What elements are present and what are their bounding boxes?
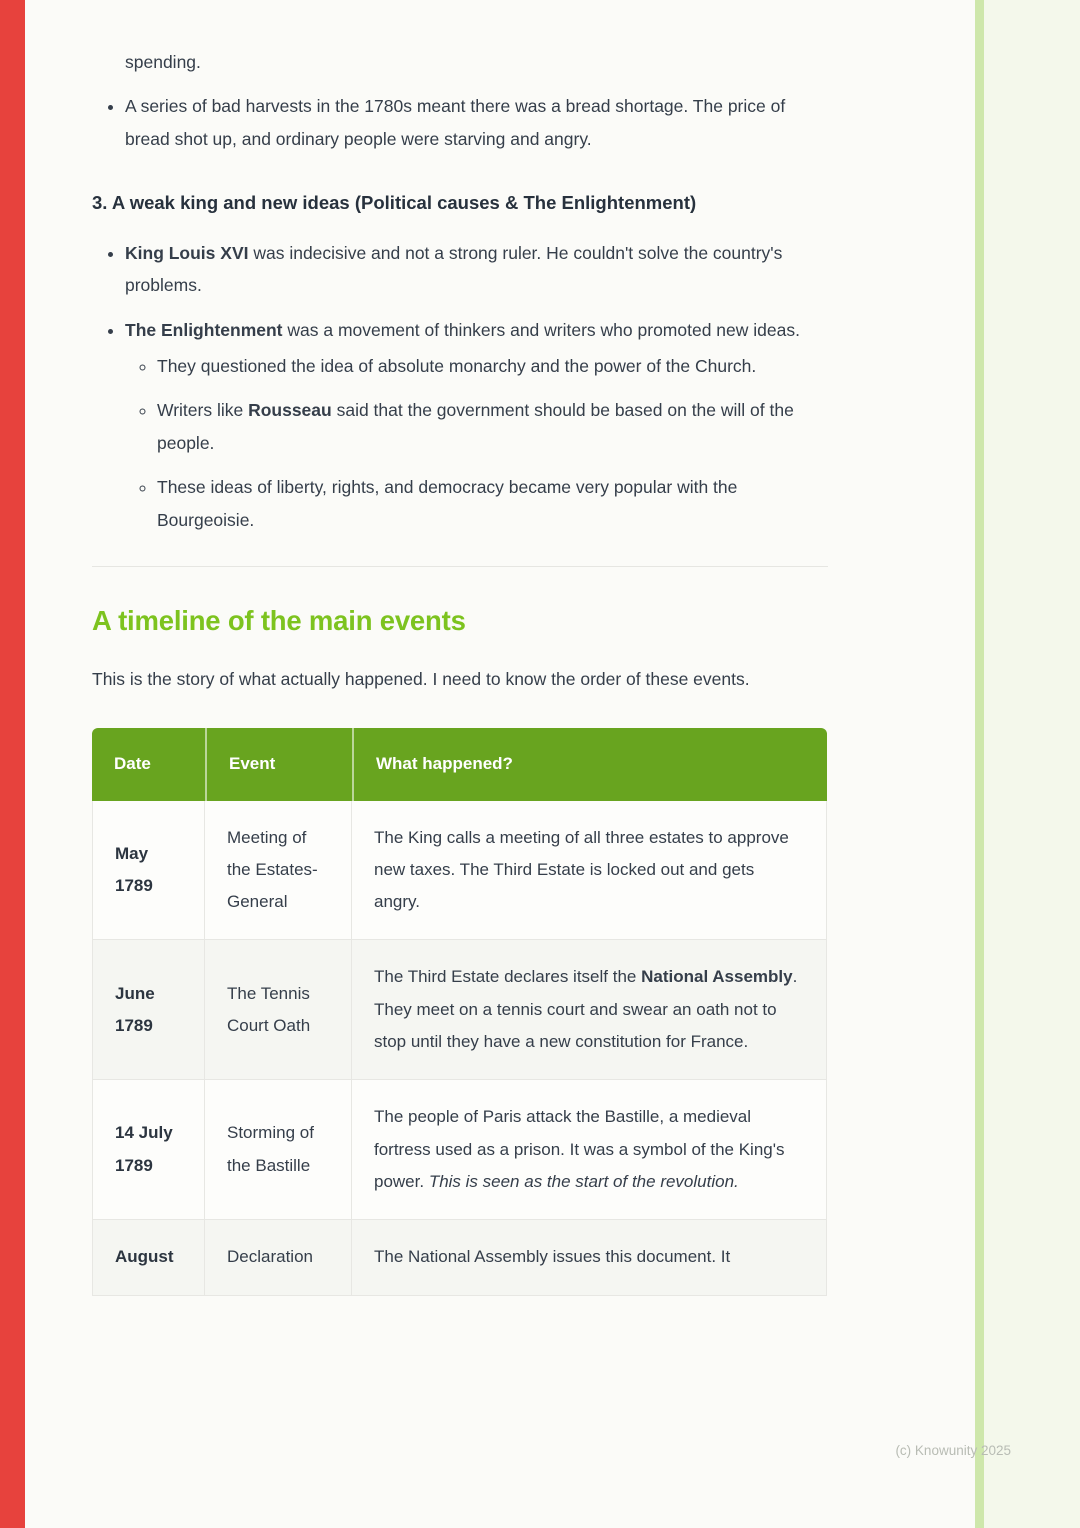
cell-event: Declaration — [205, 1220, 352, 1295]
bold-king-louis: King Louis XVI — [125, 242, 249, 263]
cell-text-post: . They meet on a tennis court and swear an oath not to stop until they have a new constitution for France. — [374, 967, 798, 1052]
cell-text: The National Assembly issues this document. It — [374, 1247, 731, 1267]
sub-bullet-text: Writers like — [157, 400, 249, 421]
cell-date: 14 July 1789 — [92, 1080, 205, 1220]
cell-event: Meeting of the Estates-General — [205, 801, 352, 941]
sub-bullet-item-liberty — [157, 471, 828, 536]
left-red-accent-stripe — [0, 0, 25, 1528]
copyright-watermark: (c) Knowunity 2025 — [895, 1443, 1011, 1458]
cell-what-happened — [352, 801, 827, 941]
cell-text: The people of Paris attack the Bastille, a medieval fortress used as a prison. It was a symbol of the King's power. — [374, 1107, 785, 1191]
cell-date: August — [92, 1220, 205, 1295]
cell-what-happened — [352, 1080, 827, 1220]
table-row-may-1789 — [92, 801, 827, 941]
bold-rousseau: Rousseau — [248, 400, 332, 421]
bullet-item-enlightenment — [125, 314, 828, 536]
column-header-event: Event — [205, 728, 352, 800]
bullet-text: was indecisive and not a strong ruler. He couldn't solve the country's problems. — [125, 242, 783, 296]
timeline-intro-paragraph: This is the story of what actually happened. I need to know the order of these events. — [92, 668, 750, 689]
italic-start-of-revolution: This is seen as the start of the revolution. — [428, 1171, 739, 1191]
sub-bullet-item-monarchy — [157, 350, 828, 382]
table-row-june-1789 — [92, 940, 827, 1080]
bullet-item-harvests — [125, 90, 828, 155]
paragraph-continuation: spending. — [125, 52, 201, 72]
sub-bullet-item-rousseau — [157, 394, 828, 459]
column-header-what-happened: What happened? — [352, 728, 827, 800]
bullet-text: A series of bad harvests in the 1780s meant there was a bread shortage. The price of bread shot up, and ordinary people were starving and angry. — [125, 96, 786, 149]
cell-date: May 1789 — [92, 801, 205, 941]
cell-date: June 1789 — [92, 940, 205, 1080]
timeline-table — [92, 728, 827, 1295]
column-header-date: Date — [92, 728, 205, 800]
bullet-item-king-louis — [125, 237, 828, 302]
bullet-list-political — [92, 237, 828, 536]
cell-what-happened — [352, 940, 827, 1080]
section-heading-weak-king: 3. A weak king and new ideas (Political causes & The Enlightenment) — [92, 192, 697, 214]
sub-bullet-text: These ideas of liberty, rights, and democracy became very popular with the Bourgeoisie. — [157, 477, 738, 530]
right-margin-band — [975, 0, 1080, 1528]
cell-event: The Tennis Court Oath — [205, 940, 352, 1080]
timeline-section-heading: A timeline of the main events — [92, 604, 466, 636]
sub-bullet-text-post: said that the government should be based on the will of the people. — [157, 400, 794, 453]
sub-bullet-list — [125, 350, 828, 536]
bullet-text: was a movement of thinkers and writers who promoted new ideas. — [282, 319, 800, 340]
notes-document-content — [92, 0, 828, 1296]
bold-enlightenment: The Enlightenment — [125, 319, 283, 340]
section-divider — [92, 566, 828, 567]
bold-national-assembly: National Assembly — [641, 967, 793, 987]
table-header-row — [92, 728, 827, 800]
cell-what-happened — [352, 1220, 827, 1295]
sub-bullet-text: They questioned the idea of absolute monarchy and the power of the Church. — [157, 356, 757, 376]
right-green-stripe — [975, 0, 984, 1528]
bullet-list-economic — [92, 90, 828, 155]
table-row-august-1789 — [92, 1220, 827, 1295]
cell-text: The King calls a meeting of all three estates to approve new taxes. The Third Estate is locked out and gets angry. — [374, 827, 789, 912]
cell-event: Storming of the Bastille — [205, 1080, 352, 1220]
cell-text: The Third Estate declares itself the — [374, 967, 642, 987]
table-row-14-july-1789 — [92, 1080, 827, 1220]
